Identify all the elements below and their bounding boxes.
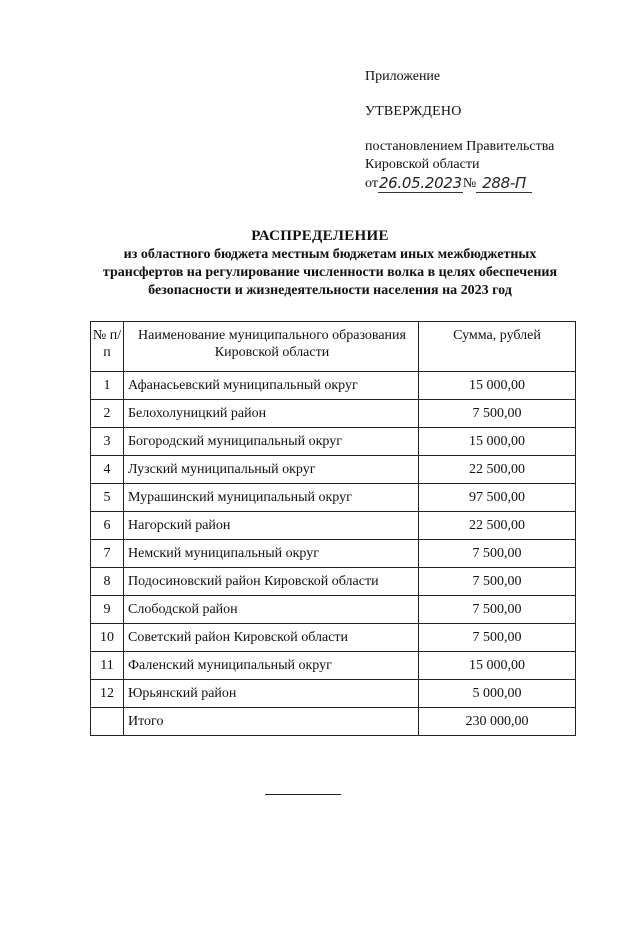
row-num: 11 [91, 652, 124, 680]
total-row [91, 708, 576, 736]
table-row [91, 400, 576, 428]
document-subtitle: из областного бюджета местным бюджетам иных межбюджетных трансфертов на регулирование численности волка в целях обеспечения безопасности и жизнедеятельности населения на 2023 год [102, 247, 558, 298]
table-row [91, 456, 576, 484]
row-num: 5 [91, 484, 124, 512]
row-num: 6 [91, 512, 124, 540]
row-name: Подосиновский район Кировской области [124, 568, 419, 596]
row-sum: 22 500,00 [419, 512, 576, 540]
row-sum: 97 500,00 [419, 484, 576, 512]
row-num: 4 [91, 456, 124, 484]
header-sum: Сумма, рублей [419, 322, 576, 372]
table-header-row [91, 322, 576, 372]
table-row [91, 596, 576, 624]
row-sum: 15 000,00 [419, 372, 576, 400]
row-name: Юрьянский район [124, 680, 419, 708]
row-sum: 15 000,00 [419, 652, 576, 680]
decree-line-1: постановлением Правительства [365, 139, 555, 154]
row-sum: 7 500,00 [419, 596, 576, 624]
row-name: Афанасьевский муниципальный округ [124, 372, 419, 400]
row-name: Слободской район [124, 596, 419, 624]
row-sum: 5 000,00 [419, 680, 576, 708]
row-name: Фаленский муниципальный округ [124, 652, 419, 680]
row-sum: 7 500,00 [419, 568, 576, 596]
header-name: Наименование муниципального образования Кировской области [124, 322, 419, 372]
table-row [91, 568, 576, 596]
distribution-table [90, 321, 576, 736]
decree-line-2: Кировской области [365, 157, 480, 172]
table-row [91, 680, 576, 708]
row-sum: 7 500,00 [419, 624, 576, 652]
table-row [91, 512, 576, 540]
table-row [91, 624, 576, 652]
total-num-cell [91, 708, 124, 736]
table-row [91, 372, 576, 400]
row-name: Богородский муниципальный округ [124, 428, 419, 456]
row-num: 7 [91, 540, 124, 568]
decree-date-line [365, 174, 554, 193]
approved-label: УТВЕРЖДЕНО [365, 104, 462, 119]
number-prefix: № [462, 176, 477, 191]
row-sum: 7 500,00 [419, 540, 576, 568]
table-row [91, 428, 576, 456]
end-divider [265, 794, 341, 795]
row-num: 2 [91, 400, 124, 428]
table-row [91, 652, 576, 680]
row-name: Советский район Кировской области [124, 624, 419, 652]
row-name: Лузский муниципальный округ [124, 456, 419, 484]
row-num: 12 [91, 680, 124, 708]
row-num: 9 [91, 596, 124, 624]
appendix-label: Приложение [365, 69, 441, 84]
handwritten-number: 288-П [476, 174, 532, 193]
table-row [91, 484, 576, 512]
total-sum: 230 000,00 [419, 708, 576, 736]
document-title: РАСПРЕДЕЛЕНИЕ [251, 228, 389, 244]
row-name: Нагорский район [124, 512, 419, 540]
row-name: Немский муниципальный округ [124, 540, 419, 568]
row-sum: 22 500,00 [419, 456, 576, 484]
decree-block [365, 138, 554, 193]
row-sum: 15 000,00 [419, 428, 576, 456]
handwritten-date: 26.05.2023 [378, 174, 462, 192]
row-sum: 7 500,00 [419, 400, 576, 428]
header-num: № п/п [91, 322, 124, 372]
date-prefix: от [365, 176, 378, 191]
row-num: 8 [91, 568, 124, 596]
row-num: 1 [91, 372, 124, 400]
row-num: 3 [91, 428, 124, 456]
row-name: Мурашинский муниципальный округ [124, 484, 419, 512]
table-row [91, 540, 576, 568]
row-name: Белохолуницкий район [124, 400, 419, 428]
total-label: Итого [124, 708, 419, 736]
row-num: 10 [91, 624, 124, 652]
